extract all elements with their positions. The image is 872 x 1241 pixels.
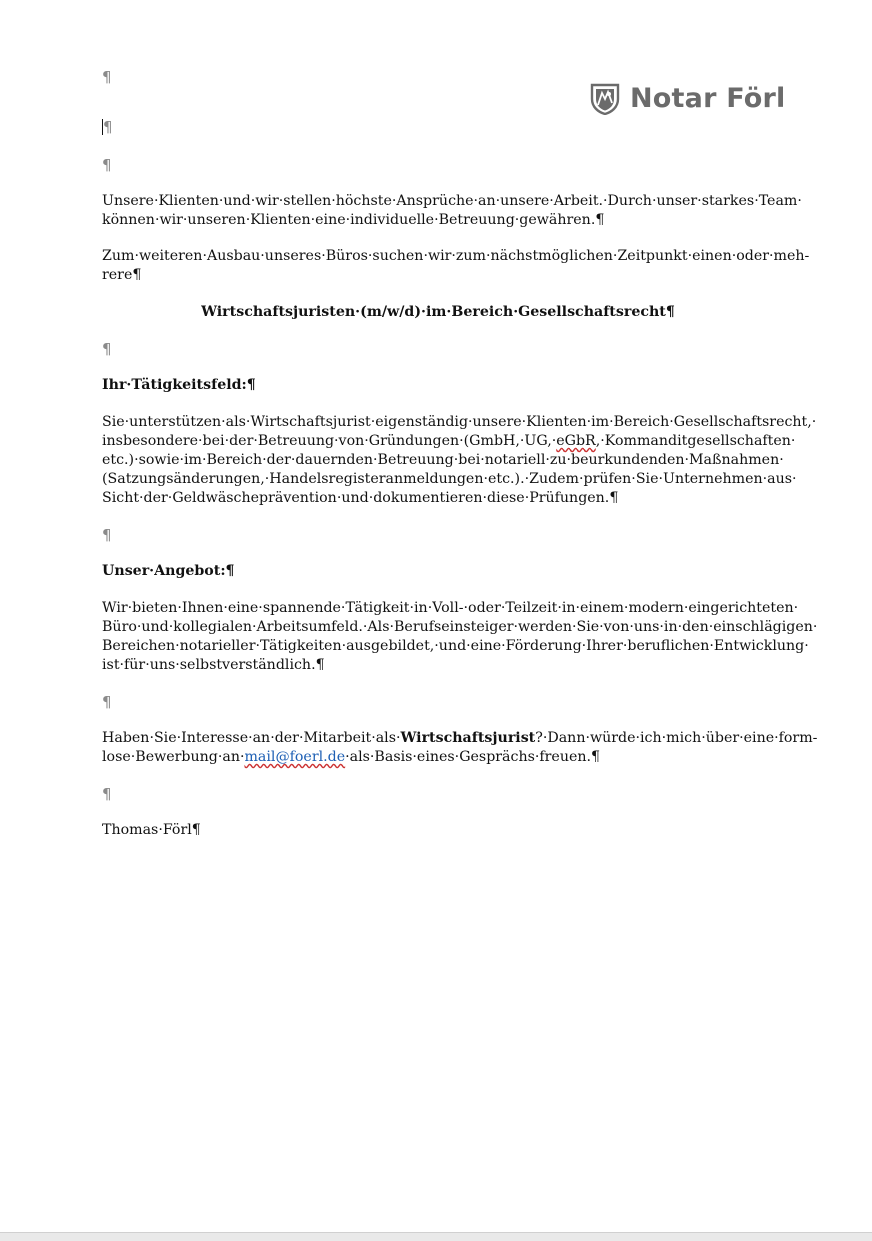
intro-line-1[interactable]: Unsere·Klienten·und·wir·stellen·höchste·Ansprüche·an·unsere·Arbeit.·Durch·unser·starkes·Team· — [102, 193, 802, 209]
logo-text: Notar Förl — [630, 83, 786, 114]
field-line-4[interactable]: (Satzungsänderungen,·Handelsregisteranmeldungen·etc.).·Zudem·prüfen·Sie·Unternehmen·aus· — [102, 471, 797, 487]
job-title[interactable]: Wirtschaftsjuristen·(m/w/d)·im·Bereich·Gesellschaftsrecht¶ — [201, 304, 675, 320]
offer-line-4[interactable]: ist·für·uns·selbstverständlich.¶ — [102, 657, 325, 673]
interest-line-1[interactable]: Haben·Sie·Interesse·an·der·Mitarbeit·als·Wirtschaftsjurist?·Dann·würde·ich·mich·über·eine·form- — [102, 730, 818, 746]
interest-line-2[interactable]: lose·Bewerbung·an·mail@foerl.de·als·Basis·eines·Gesprächs·freuen.¶ — [102, 749, 601, 765]
empty-paragraph[interactable]: ¶ — [102, 693, 112, 711]
empty-paragraph[interactable]: ¶ — [102, 68, 112, 86]
search-line-2[interactable]: rere¶ — [102, 267, 142, 283]
signature[interactable]: Thomas·Förl¶ — [102, 822, 201, 838]
empty-paragraph[interactable]: ¶ — [102, 156, 112, 174]
field-line-5[interactable]: Sicht·der·Geldwäscheprävention·und·dokumentieren·diese·Prüfungen.¶ — [102, 490, 619, 506]
empty-paragraph[interactable]: ¶ — [102, 785, 112, 803]
offer-line-2[interactable]: Büro·und·kollegialen·Arbeitsumfeld.·Als·Berufseinsteiger·werden·Sie·von·uns·in·den·einschlägigen· — [102, 619, 818, 635]
offer-line-1[interactable]: Wir·bieten·Ihnen·eine·spannende·Tätigkeit·in·Voll-·oder·Teilzeit·in·einem·modern·eingerichteten· — [102, 600, 799, 616]
offer-heading[interactable]: Unser·Angebot:¶ — [102, 563, 235, 579]
field-line-3[interactable]: etc.)·sowie·im·Bereich·der·dauernden·Betreuung·bei·notariell·zu·beurkundenden·Maßnahmen· — [102, 452, 784, 468]
offer-line-3[interactable]: Bereichen·notarieller·Tätigkeiten·ausgebildet,·und·eine·Förderung·Ihrer·beruflichen·Entwicklung· — [102, 638, 809, 654]
field-heading[interactable]: Ihr·Tätigkeitsfeld:¶ — [102, 377, 256, 393]
field-line-1[interactable]: Sie·unterstützen·als·Wirtschaftsjurist·eigenständig·unsere·Klienten·im·Bereich·Gesellschaftsrecht,· — [102, 414, 817, 430]
spellcheck-word[interactable]: eGbR — [556, 433, 596, 449]
intro-line-2[interactable]: können·wir·unseren·Klienten·eine·individuelle·Betreuung·gewähren.¶ — [102, 212, 605, 228]
empty-paragraph[interactable]: ¶ — [102, 340, 112, 358]
field-line-2[interactable]: insbesondere·bei·der·Betreuung·von·Gründungen·(GmbH,·UG,·eGbR,·Kommanditgesellschaften· — [102, 433, 796, 449]
empty-paragraph-cursor[interactable]: ¶ — [103, 118, 113, 136]
empty-paragraph[interactable]: ¶ — [102, 526, 112, 544]
email-link[interactable]: mail@foerl.de — [244, 749, 346, 765]
search-line-1[interactable]: Zum·weiteren·Ausbau·unseres·Büros·suchen·wir·zum·nächstmöglichen·Zeitpunkt·einen·oder·meh- — [102, 248, 810, 264]
